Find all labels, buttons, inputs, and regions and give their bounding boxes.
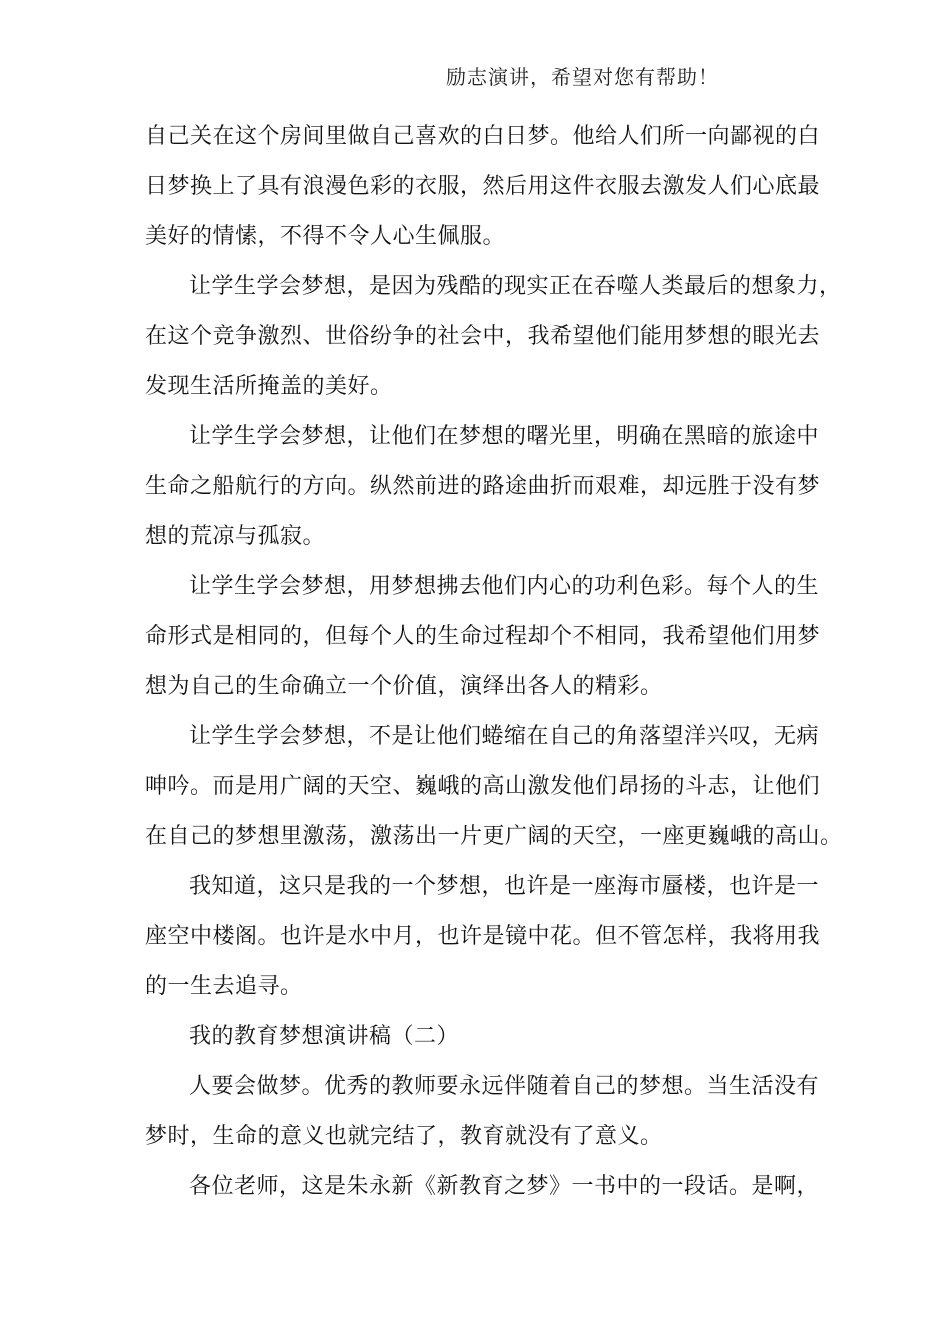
section-title: 我的教育梦想演讲稿（二） (189, 1024, 460, 1049)
paragraph-start-line: 各位老师，这是朱永新《新教育之梦》一书中的一段话。是啊， (189, 1174, 820, 1199)
document-body (145, 112, 843, 1212)
text-line: 想的荒凉与孤寂。 (145, 524, 326, 549)
text-line: 想为自己的生命确立一个价值，演绎出各人的精彩。 (145, 674, 663, 699)
text-line: 梦时，生命的意义也就完结了，教育就没有了意义。 (145, 1124, 663, 1149)
page-header: 励志演讲，希望对您有帮助！ (446, 65, 719, 89)
paragraph-start-line: 让学生学会梦想，是因为残酷的现实正在吞噬人类最后的想象力， (189, 274, 842, 299)
text-line: 命形式是相同的，但每个人的生命过程却个不相同，我希望他们用梦 (145, 624, 821, 649)
text-line: 呻吟。而是用广阔的天空、巍峨的高山激发他们昂扬的斗志，让他们 (145, 774, 821, 799)
paragraph-start-line: 让学生学会梦想，用梦想拂去他们内心的功利色彩。每个人的生 (189, 574, 820, 599)
text-line: 在自己的梦想里激荡，激荡出一片更广阔的天空，一座更巍峨的高山。 (145, 824, 843, 849)
text-line: 自己关在这个房间里做自己喜欢的白日梦。他给人们所一向鄙视的白 (145, 124, 821, 149)
text-line: 生命之船航行的方向。纵然前进的路途曲折而艰难，却远胜于没有梦 (145, 474, 821, 499)
paragraph-start-line: 让学生学会梦想，让他们在梦想的曙光里，明确在黑暗的旅途中 (189, 424, 820, 449)
text-line: 发现生活所掩盖的美好。 (145, 374, 393, 399)
text-line: 座空中楼阁。也许是水中月，也许是镜中花。但不管怎样，我将用我 (145, 924, 821, 949)
text-line: 美好的情愫，不得不令人心生佩服。 (145, 224, 506, 249)
paragraph-start-line: 让学生学会梦想，不是让他们蜷缩在自己的角落望洋兴叹，无病 (189, 724, 820, 749)
text-line: 的一生去追寻。 (145, 974, 303, 999)
paragraph-start-line: 人要会做梦。优秀的教师要永远伴随着自己的梦想。当生活没有 (189, 1074, 820, 1099)
paragraph-start-line: 我知道，这只是我的一个梦想，也许是一座海市蜃楼，也许是一 (189, 874, 820, 899)
text-line: 在这个竞争激烈、世俗纷争的社会中，我希望他们能用梦想的眼光去 (145, 324, 821, 349)
text-line: 日梦换上了具有浪漫色彩的衣服，然后用这件衣服去激发人们心底最 (145, 174, 821, 199)
